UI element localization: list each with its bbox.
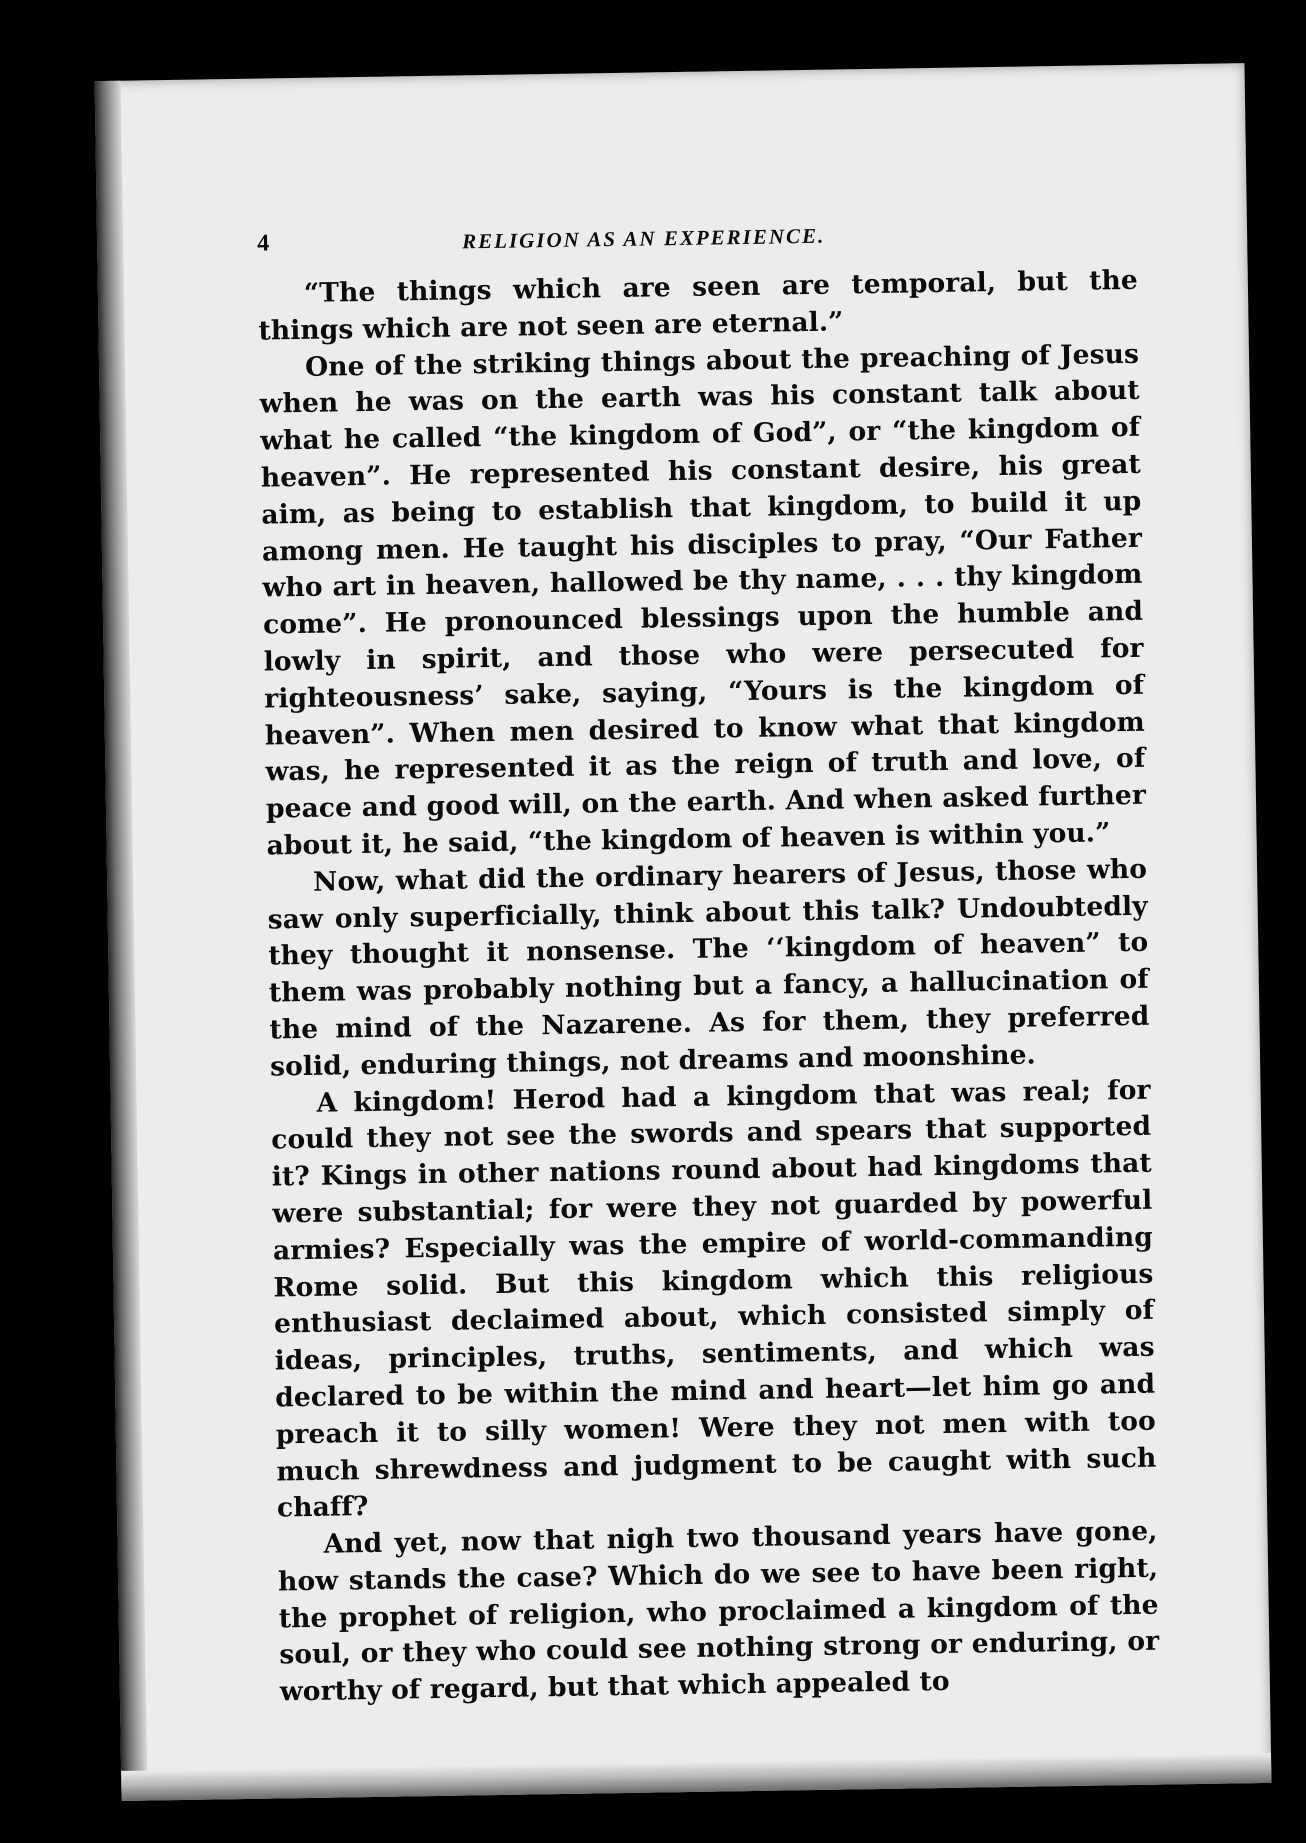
body-text bbox=[258, 263, 1160, 1712]
paragraph: “The things which are seen are temporal, but the things which are not seen are eternal.” bbox=[258, 264, 1139, 347]
page-number: 4 bbox=[256, 230, 272, 257]
paragraph: One of the striking things about the preaching of Jesus when he was on the earth was his constant talk about what he called “the kingdom of God”, or “the kingdom of heaven”. He represented his constant desire, his great aim, as being to establish that kingdom, to build it up among men. He taught his disciples to pray, “Our Father who art in heaven, hallowed be thy name, . . . thy kingdom come”. He pronounced blessings upon the humble and lowly in spirit, and those who were persecuted for righteousness’ sake, saying, “Yours is the kingdom of heaven”. When men desired to know what that kingdom was, he represented it as the reign of truth and love, of peace and good will, on the earth. And when asked further about it, he said, “the kingdom of heaven is within you.” bbox=[259, 338, 1147, 862]
paragraph: Now, what did the ordinary hearers of Jesus, those who saw only superficially, think about this talk? Undoubtedly they thought it nonsense. The ‘‘kingdom of heaven” to them was probably nothing but a fancy, a hallucination of the mind of the Nazarene. As for them, they preferred solid, enduring things, not dreams and moonshine. bbox=[267, 853, 1150, 1083]
page-binding-edge bbox=[95, 81, 148, 1801]
page-header bbox=[257, 213, 1138, 267]
paragraph: And yet, now that nigh two thousand years have gone, how stands the case? Which do we see to have been right, the prophet of religion, who proclaimed a kingdom of the soul, or they who could see nothing strong or enduring, or worthy of regard, but that which appealed to bbox=[277, 1515, 1160, 1708]
page-content bbox=[257, 213, 1160, 1712]
paragraph: A kingdom! Herod had a kingdom that was real; for could they not see the swords and spears that supported it? Kings in other nations round about had kingdoms that were substantial; for were they not guarded by powerful armies? Especially was the empire of world-commanding Rome solid. But this kingdom which this religious enthusiast declaimed about, which consisted simply of ideas, principles, truths, sentiments, and which was declared to be within the mind and heart—let him go and preach it to silly women! Were they not men with too much shrewdness and judgment to be caught with such chaff? bbox=[270, 1074, 1157, 1524]
running-head: RELIGION AS AN EXPERIENCE. bbox=[461, 223, 826, 254]
page-bottom-edge bbox=[121, 1753, 1271, 1801]
book-page bbox=[95, 63, 1272, 1801]
